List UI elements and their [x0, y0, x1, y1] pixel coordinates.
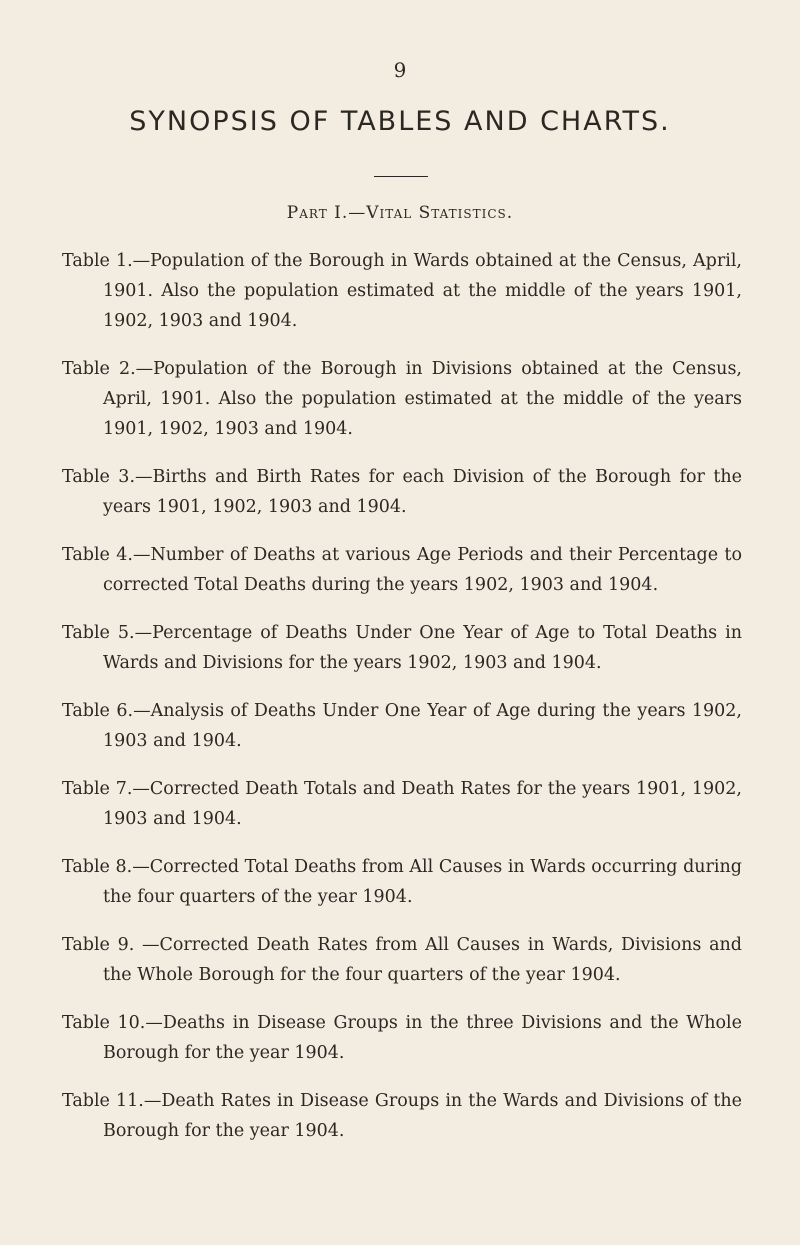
- table-entry-6: [62, 696, 742, 756]
- table-entry-text: —Population of the Borough in Divisions obtained at the Census, April, 1901. Also the population estimated at the middle of the years 1901, 1902, 1903 and 1904.: [103, 359, 742, 439]
- table-entry-label: Table 1.: [62, 251, 133, 271]
- table-entry-text: —Analysis of Deaths Under One Year of Age during the years 1902, 1903 and 1904.: [103, 701, 742, 751]
- page-number: 9: [393, 58, 407, 82]
- table-entry-label: Table 11.: [62, 1091, 144, 1111]
- table-entry-text: —Population of the Borough in Wards obtained at the Census, April, 1901. Also the population estimated at the middle of the years 1901, 1902, 1903 and 1904.: [103, 251, 742, 331]
- table-entry-label: Table 4.: [62, 545, 133, 565]
- part-heading: Part I.—Vital Statistics.: [286, 203, 514, 223]
- table-entry-4: [62, 540, 742, 600]
- table-entry-3: [62, 462, 742, 522]
- table-entry-text: —Deaths in Disease Groups in the three Divisions and the Whole Borough for the year 1904.: [103, 1013, 742, 1063]
- table-entry-label: Table 3.: [62, 467, 136, 487]
- table-entry-5: [62, 618, 742, 678]
- table-entry-label: Table 10.: [62, 1013, 146, 1033]
- table-entry-label: Table 8.: [62, 857, 133, 877]
- table-entry-label: Table 5.: [62, 623, 135, 643]
- table-entry-10: [62, 1008, 742, 1068]
- table-entry-label: Table 9.: [62, 935, 135, 955]
- table-entry-text: —Births and Birth Rates for each Division of the Borough for the years 1901, 1902, 1903 and 1904.: [103, 467, 742, 517]
- table-entry-label: Table 7.: [62, 779, 133, 799]
- table-list: [62, 246, 742, 1164]
- table-entry-1: [62, 246, 742, 336]
- title-divider: [374, 176, 428, 177]
- table-entry-2: [62, 354, 742, 444]
- table-entry-8: [62, 852, 742, 912]
- table-entry-11: [62, 1086, 742, 1146]
- table-entry-text: —Corrected Death Rates from All Causes in Wards, Divisions and the Whole Borough for the four quarters of the year 1904.: [103, 935, 743, 985]
- table-entry-text: —Percentage of Deaths Under One Year of Age to Total Deaths in Wards and Divisions for the years 1902, 1903 and 1904.: [103, 623, 742, 673]
- table-entry-7: [62, 774, 742, 834]
- table-entry-text: —Death Rates in Disease Groups in the Wards and Divisions of the Borough for the year 1904.: [103, 1091, 742, 1141]
- table-entry-9: [62, 930, 742, 990]
- page-title: SYNOPSIS OF TABLES AND CHARTS.: [129, 106, 671, 137]
- table-entry-text: —Corrected Death Totals and Death Rates for the years 1901, 1902, 1903 and 1904.: [103, 779, 742, 829]
- table-entry-text: —Corrected Total Deaths from All Causes in Wards occurring during the four quarters of the year 1904.: [103, 857, 742, 907]
- table-entry-text: —Number of Deaths at various Age Periods and their Percentage to corrected Total Deaths during the years 1902, 1903 and 1904.: [103, 545, 742, 595]
- table-entry-label: Table 6.: [62, 701, 134, 721]
- table-entry-label: Table 2.: [62, 359, 136, 379]
